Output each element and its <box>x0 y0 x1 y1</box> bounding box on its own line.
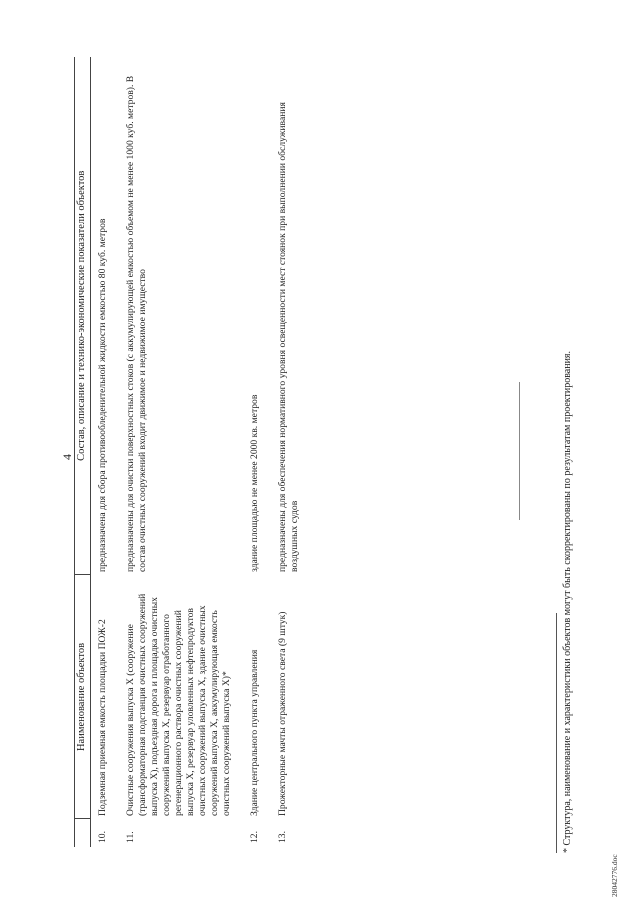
row-description: здание площадью не менее 2000 кв. метров <box>249 394 260 572</box>
row-number: 11. <box>125 831 136 843</box>
footnote: * Структура, наименование и характеристики объектов могут быть скорректированы по результатам проектирования. <box>562 350 573 853</box>
table-header-row <box>75 57 91 847</box>
header-description: Состав, описание и технико-экономические показатели объектов <box>75 57 91 575</box>
document-id: 28042776.doc <box>610 854 619 897</box>
objects-table <box>74 57 311 847</box>
row-object-name: Здание центрального пункта управления <box>249 649 260 816</box>
table-row <box>271 57 311 847</box>
center-divider <box>519 382 520 520</box>
row-object-name: Очистные сооружения выпуска X (сооружение (трансформаторная подстанция очистных сооружений выпуска X), подъездная дорога и площадка очистных сооружений выпуска X, резервуар отработанного регенерационного раствора очистных сооружений выпуска X, резервуар уловленных нефтепродуктов очистных сооружений выпуска X, здание очистных сооружений выпуска X, аккумулирующая емкость очистных сооружений выпуска X)* <box>125 593 232 816</box>
table-row <box>91 57 120 847</box>
row-number: 10. <box>97 831 108 843</box>
page-number: 4 <box>60 454 74 460</box>
row-object-name: Подземная приемная емкость площадки ПОЖ-2 <box>97 619 108 816</box>
row-number: 12. <box>249 831 260 843</box>
footnote-rule <box>556 613 557 853</box>
table-row <box>119 57 243 847</box>
row-object-name: Прожекторные мачты отраженного света (9 штук) <box>277 611 288 816</box>
row-description: предназначены для обеспечения нормативного уровня освещенности мест стоянок при выполнении обслуживания воздушных судов <box>277 102 300 572</box>
header-object-name: Наименование объектов <box>75 575 91 819</box>
header-number <box>75 819 91 847</box>
table-row <box>243 57 271 847</box>
row-description: предназначены для очистки поверхностных стоков (с аккумулирующей емкостью объемом не менее 1000 куб. метров). В состав очистных сооружений входит движимое и недвижимое имущество <box>125 75 148 572</box>
row-number: 13. <box>277 831 288 843</box>
row-description: предназначена для сбора противообледенительной жидкости емкостью 80 куб. метров <box>97 218 108 572</box>
